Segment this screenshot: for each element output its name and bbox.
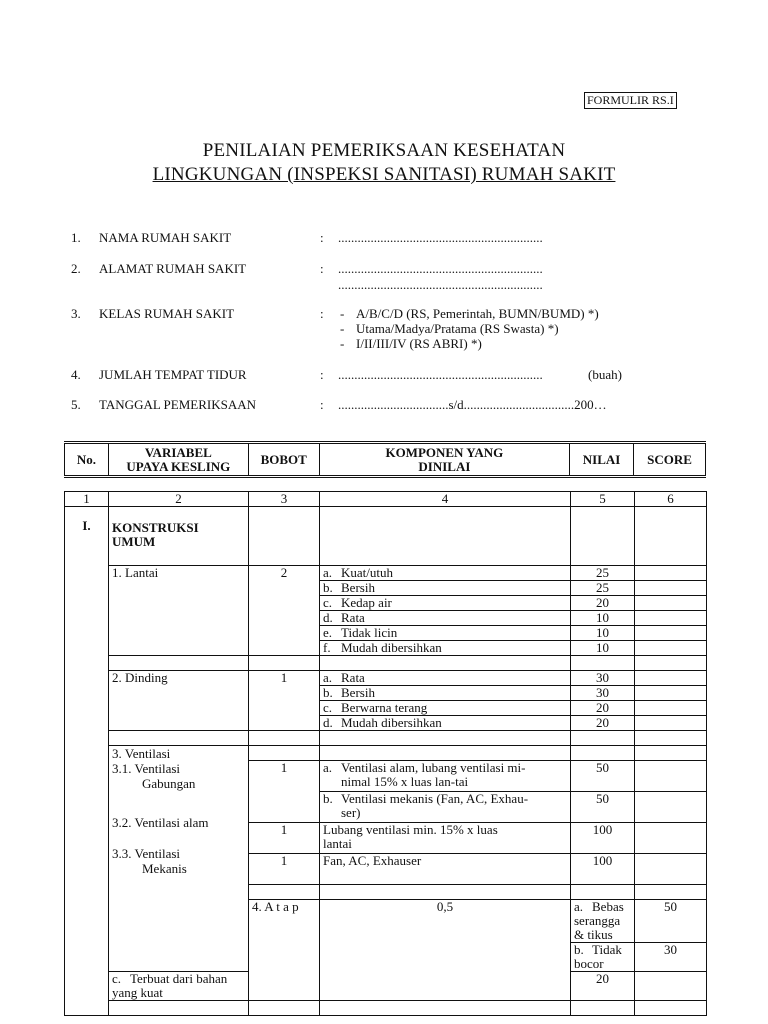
column-number-row <box>65 492 707 507</box>
header-row <box>65 443 706 477</box>
item-letter: f. <box>323 640 331 655</box>
component-cell <box>320 701 571 716</box>
nilai-value: 30 <box>571 686 635 701</box>
item-text: Berwarna terang <box>341 700 428 715</box>
tanggal-field[interactable]: ..................................s/d..................................200… <box>338 397 607 412</box>
empty-cell <box>109 731 249 746</box>
header-nilai: NILAI <box>570 443 634 477</box>
option-dash: - <box>340 306 345 321</box>
header-variabel-line-1: VARIABEL <box>144 444 212 460</box>
info-label-nama: NAMA RUMAH SAKIT <box>99 230 232 245</box>
component-cell <box>320 716 571 731</box>
section-row <box>65 507 707 566</box>
item-text: Bersih <box>341 580 375 595</box>
item-text: Tidak licin <box>341 625 398 640</box>
item-letter: c. <box>323 700 333 715</box>
item-text-cont: ser) <box>341 805 361 820</box>
option-dash: - <box>340 321 345 336</box>
empty-cell <box>249 656 320 671</box>
component-cell <box>320 596 571 611</box>
item-text: Bebas serangga & tikus <box>574 899 624 942</box>
nilai-value: 20 <box>571 701 635 716</box>
info-number: 4. <box>71 367 81 382</box>
item-letter: c. <box>323 595 333 610</box>
header-table <box>64 441 706 478</box>
nilai-value: 30 <box>635 943 707 972</box>
item-letter: b. <box>323 580 333 595</box>
component-cell <box>571 943 635 972</box>
score-cell[interactable] <box>635 701 707 716</box>
component-cell <box>320 566 571 581</box>
info-number: 2. <box>71 261 81 276</box>
ventilasi-alam-label: 3.2. Ventilasi alam <box>112 815 209 830</box>
info-colon: : <box>320 306 324 321</box>
empty-cell <box>635 746 707 761</box>
score-cell[interactable] <box>635 792 707 823</box>
spacer <box>112 830 245 846</box>
column-number: 5 <box>571 492 635 507</box>
nilai-value: 30 <box>571 671 635 686</box>
form-code: FORMULIR RS.I <box>584 92 677 109</box>
empty-cell <box>320 731 571 746</box>
header-bobot: BOBOT <box>248 443 319 477</box>
variable-dinding: 2. Dinding <box>109 671 249 731</box>
empty-cell <box>109 656 249 671</box>
nilai-value: 10 <box>571 626 635 641</box>
empty-cell <box>109 1001 249 1016</box>
score-cell[interactable] <box>635 823 707 854</box>
component-cell <box>320 792 571 823</box>
empty-cell <box>635 656 707 671</box>
empty-cell <box>635 731 707 746</box>
info-number: 3. <box>71 306 81 321</box>
info-label-alamat: ALAMAT RUMAH SAKIT <box>99 261 247 276</box>
bobot-value: 1 <box>249 671 320 731</box>
nilai-value: 10 <box>571 611 635 626</box>
empty-cell <box>571 731 635 746</box>
info-colon: : <box>320 261 324 276</box>
empty-cell <box>249 1001 320 1016</box>
empty-cell <box>320 885 571 900</box>
info-number: 5. <box>71 397 81 412</box>
info-label-tanggal: TANGGAL PEMERIKSAAN <box>99 397 257 412</box>
item-letter: c. <box>112 971 122 986</box>
score-cell[interactable] <box>635 854 707 885</box>
table-row <box>65 746 707 761</box>
spacer-row <box>65 1001 707 1016</box>
item-text: Ventilasi mekanis (Fan, AC, Exhau- <box>341 791 529 806</box>
score-cell[interactable] <box>635 716 707 731</box>
component-cell <box>571 900 635 943</box>
ventilasi-gabungan-label-2: Gabungan <box>142 776 196 791</box>
score-cell[interactable] <box>635 596 707 611</box>
nilai-value: 25 <box>571 566 635 581</box>
empty-cell <box>320 656 571 671</box>
variable-atap: 4. A t a p <box>249 900 320 1001</box>
nilai-value: 50 <box>635 900 707 943</box>
item-letter: a. <box>323 670 333 685</box>
ventilasi-mekanis-label: 3.3. Ventilasi <box>112 846 181 861</box>
info-label-kelas: KELAS RUMAH SAKIT <box>99 306 235 321</box>
item-text: Kuat/utuh <box>341 565 393 580</box>
section-title-line-2: UMUM <box>112 534 156 549</box>
item-letter: e. <box>323 625 333 640</box>
alamat-field[interactable]: ............................................................... <box>338 261 543 276</box>
score-cell[interactable] <box>635 972 707 1001</box>
unit-label: (buah) <box>588 367 622 382</box>
variable-ventilasi <box>109 746 249 972</box>
info-colon: : <box>320 397 324 412</box>
info-colon: : <box>320 367 324 382</box>
nilai-value: 100 <box>571 854 635 885</box>
item-text: Kedap air <box>341 595 392 610</box>
empty-cell <box>249 507 320 566</box>
item-letter: d. <box>323 610 333 625</box>
item-text: Terbuat dari bahan yang kuat <box>112 971 228 1000</box>
item-letter: a. <box>323 565 333 580</box>
score-cell[interactable] <box>635 611 707 626</box>
item-text: Tidak bocor <box>574 942 622 971</box>
title-line-2: LINGKUNGAN (INSPEKSI SANITASI) RUMAH SAKIT <box>152 164 616 185</box>
component-cell <box>320 581 571 596</box>
item-letter: d. <box>323 715 333 730</box>
empty-cell <box>320 507 571 566</box>
item-text: Lubang ventilasi min. 15% x luas <box>323 822 498 837</box>
column-number: 2 <box>109 492 249 507</box>
item-text: Mudah dibersihkan <box>341 715 442 730</box>
column-number: 3 <box>249 492 320 507</box>
component-cell <box>320 854 571 885</box>
kelas-option[interactable]: I/II/III/IV (RS ABRI) *) <box>356 336 482 351</box>
table-row <box>65 566 707 581</box>
item-text: Rata <box>341 670 365 685</box>
score-cell[interactable] <box>635 641 707 656</box>
component-cell <box>320 686 571 701</box>
column-number: 4 <box>320 492 571 507</box>
empty-cell <box>249 746 320 761</box>
spacer-row <box>65 731 707 746</box>
bobot-value: 1 <box>249 761 320 823</box>
nama-field[interactable]: ............................................................... <box>338 230 543 245</box>
nilai-value: 50 <box>571 792 635 823</box>
kelas-option[interactable]: A/B/C/D (RS, Pemerintah, BUMN/BUMD) *) <box>356 306 599 321</box>
info-number: 1. <box>71 230 81 245</box>
nilai-value: 100 <box>571 823 635 854</box>
title-line-1: PENILAIAN PEMERIKSAAN KESEHATAN <box>202 140 566 161</box>
empty-cell <box>249 731 320 746</box>
score-cell[interactable] <box>635 626 707 641</box>
nilai-value: 25 <box>571 581 635 596</box>
component-cell <box>320 671 571 686</box>
header-variabel <box>108 443 248 477</box>
section-title-line-1: KONSTRUKSI <box>112 520 199 535</box>
empty-cell <box>571 885 635 900</box>
nilai-value: 50 <box>571 761 635 792</box>
section-title <box>109 507 249 566</box>
empty-cell <box>571 1001 635 1016</box>
empty-cell <box>635 1001 707 1016</box>
item-text-cont: nimal 15% x luas lan-tai <box>341 774 469 789</box>
info-label-tempat-tidur: JUMLAH TEMPAT TIDUR <box>99 367 247 382</box>
empty-cell <box>635 885 707 900</box>
empty-cell <box>571 746 635 761</box>
component-cell <box>320 641 571 656</box>
header-variabel-line-2: UPAYA KESLING <box>126 458 231 474</box>
score-cell[interactable] <box>635 686 707 701</box>
header-no: No. <box>65 443 109 477</box>
component-cell <box>320 823 571 854</box>
bobot-value: 0,5 <box>320 900 571 1001</box>
item-letter: a. <box>574 899 584 914</box>
component-cell <box>109 972 249 1001</box>
header-komponen-line-1: KOMPONEN YANG <box>385 444 504 460</box>
empty-cell <box>320 1001 571 1016</box>
spacer-row <box>65 656 707 671</box>
component-cell <box>320 626 571 641</box>
item-text: Mudah dibersihkan <box>341 640 442 655</box>
empty-cell <box>320 746 571 761</box>
nilai-value: 10 <box>571 641 635 656</box>
empty-cell <box>571 507 635 566</box>
item-text: Rata <box>341 610 365 625</box>
empty-cell <box>249 885 320 900</box>
tempat-tidur-field[interactable]: ............................................................... <box>338 367 543 382</box>
option-dash: - <box>340 336 345 351</box>
bobot-value: 2 <box>249 566 320 656</box>
score-cell[interactable] <box>635 581 707 596</box>
alamat-field-line-2[interactable]: ............................................................... <box>338 277 543 292</box>
score-cell[interactable] <box>635 761 707 792</box>
bobot-value: 1 <box>249 823 320 854</box>
item-letter: b. <box>574 942 584 957</box>
empty-cell <box>635 507 707 566</box>
ventilasi-gabungan-label: 3.1. Ventilasi <box>112 761 181 776</box>
item-letter: b. <box>323 685 333 700</box>
assessment-table <box>64 491 707 1016</box>
item-text: Bersih <box>341 685 375 700</box>
ventilasi-mekanis-label-2: Mekanis <box>142 861 187 876</box>
item-text: Ventilasi alam, lubang ventilasi mi- <box>341 760 526 775</box>
component-cell <box>320 761 571 792</box>
item-letter: a. <box>323 760 333 775</box>
table-row <box>65 671 707 686</box>
nilai-value: 20 <box>571 596 635 611</box>
score-cell[interactable] <box>635 566 707 581</box>
column-number: 1 <box>65 492 109 507</box>
nilai-value: 20 <box>571 972 635 1001</box>
header-score: SCORE <box>634 443 706 477</box>
score-cell[interactable] <box>635 671 707 686</box>
bobot-value: 1 <box>249 854 320 885</box>
header-komponen-line-2: DINILAI <box>418 458 471 474</box>
empty-cell <box>571 656 635 671</box>
variable-lantai: 1. Lantai <box>109 566 249 656</box>
component-cell <box>320 611 571 626</box>
item-letter: b. <box>323 791 333 806</box>
header-komponen <box>319 443 569 477</box>
ventilasi-label: 3. Ventilasi <box>112 746 171 761</box>
item-text-cont: lantai <box>323 836 352 851</box>
spacer <box>112 791 245 815</box>
info-colon: : <box>320 230 324 245</box>
item-text: Fan, AC, Exhauser <box>323 853 422 868</box>
section-number <box>65 507 109 1016</box>
section-number-text: I. <box>82 518 91 533</box>
column-number: 6 <box>635 492 707 507</box>
nilai-value: 20 <box>571 716 635 731</box>
kelas-option[interactable]: Utama/Madya/Pratama (RS Swasta) *) <box>356 321 559 336</box>
